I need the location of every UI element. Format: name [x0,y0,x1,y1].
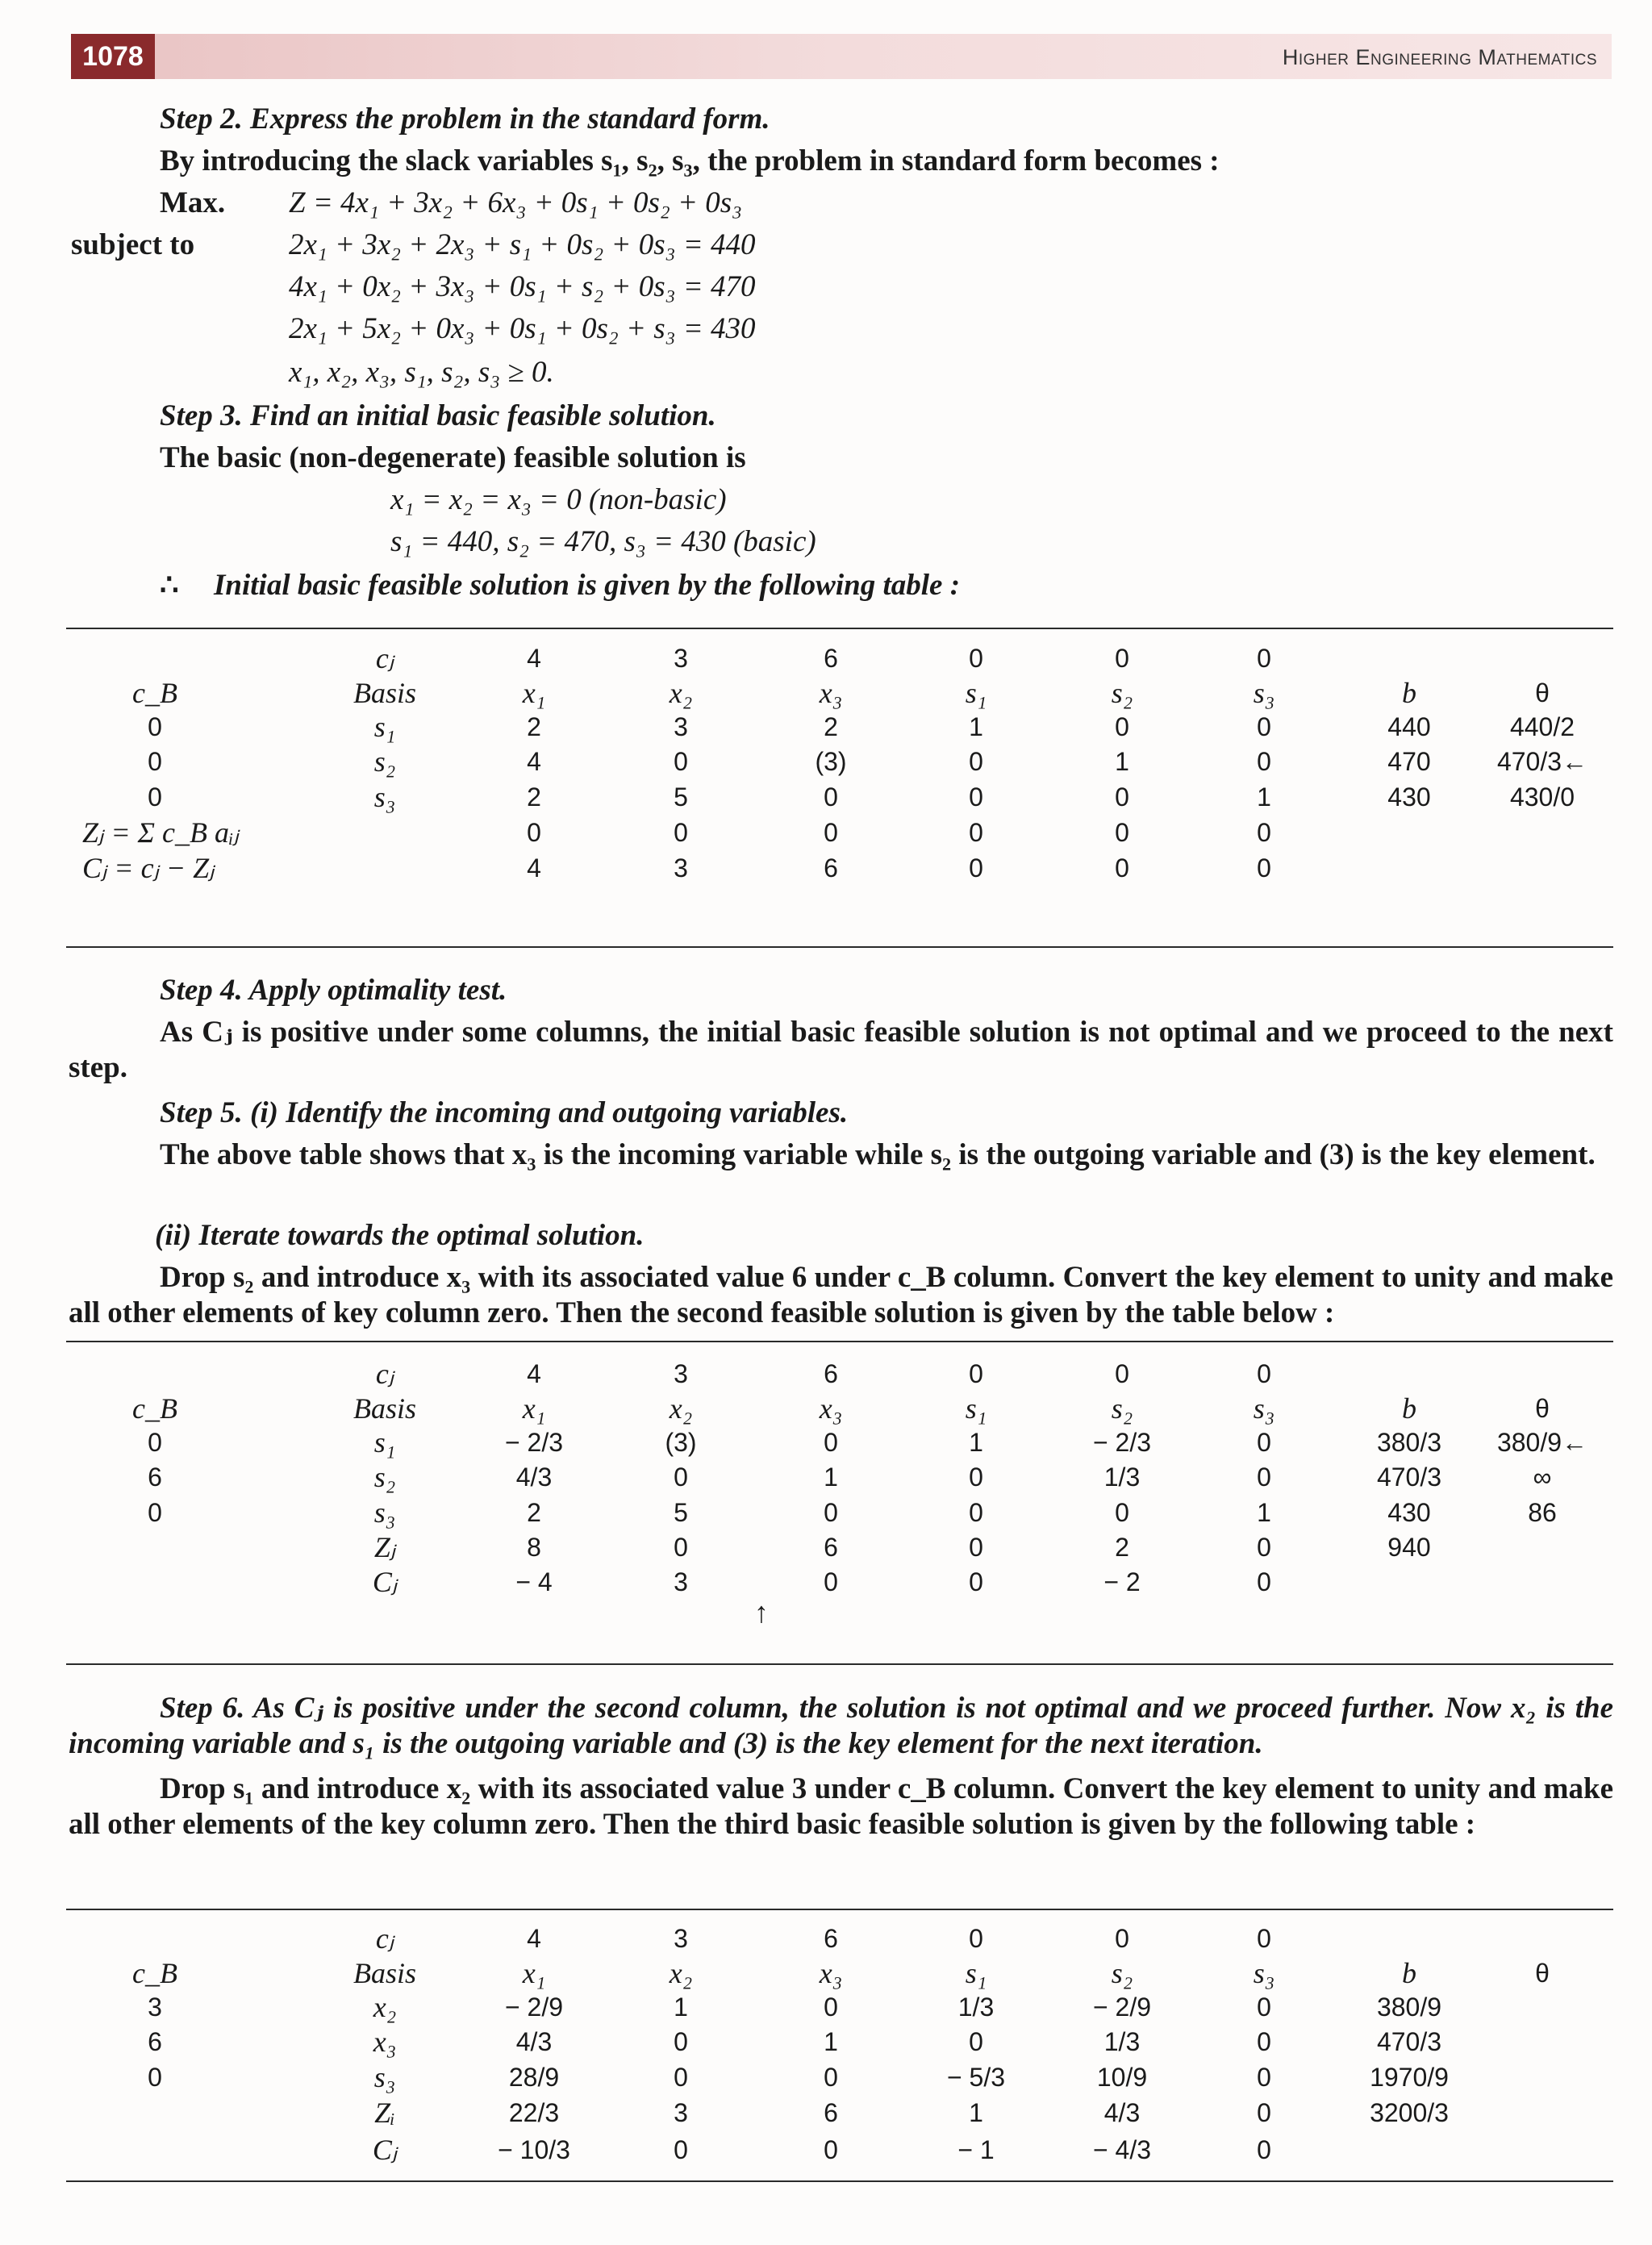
table-row [66,710,1613,744]
key-element: (3) [815,747,847,776]
key-element: (3) [665,1428,697,1457]
cj-label: Cⱼ = cⱼ − Zⱼ [82,852,215,884]
cost-cell: 3 [674,1924,688,1953]
cj-row [66,2133,1613,2167]
var-header: s₂ [1111,1957,1133,1989]
table-cell: 0 [527,818,541,847]
cost-s2: 0 [1115,644,1129,673]
table-cell: − 2 [1103,1567,1141,1596]
cost-cell: 0 [1257,1359,1271,1388]
theta-header: θ [1535,678,1550,707]
var-header: s₃ [1253,677,1275,709]
table-cell: 0 [969,1463,983,1492]
table1-bottom-rule [66,946,1613,948]
cb-cell: 0 [148,782,162,812]
table-cell: 0 [969,853,983,883]
table-cell: 0 [969,1533,983,1562]
cb-header: c_B [132,677,177,709]
table-cell: − 2/9 [1092,1993,1152,2022]
cb-cell: 0 [148,747,162,776]
header-row [66,676,1613,710]
table-cell: 6 [824,2098,838,2127]
table-cell: 0 [969,2027,983,2056]
zj-row [66,1530,1613,1564]
theta-cell: ∞ [1533,1463,1552,1492]
table-cell: 0 [674,1463,688,1492]
table-cell: 4 [527,747,541,776]
b-cell: 440 [1387,712,1431,741]
basis-cell: s₃ [373,2061,396,2093]
table-cell: 0 [1115,853,1129,883]
var-header: x₂ [669,1957,693,1989]
basic-line: s₁ = 440, s₂ = 470, s₃ = 430 (basic) [390,525,816,558]
table-cell: 1/3 [1103,2027,1141,2056]
table-cell: 28/9 [508,2063,560,2092]
step6-text2: Drop s₁ and introduce x₂ with its associated value 3 under c_B column. Convert the key element to unity and make all other elements of the key column zero. Then the third basic feasible solution is given by the following table : [69,1772,1613,1841]
table-cell: 0 [1257,712,1271,741]
table-cell: 0 [969,1498,983,1527]
var-header: x₃ [819,1392,843,1425]
step4-heading: Step 4. Apply optimality test. [160,974,507,1007]
basis-cell: s₃ [373,1496,396,1529]
table2-bottom-rule [66,1663,1613,1665]
table-cell: 3 [674,712,688,741]
table-cell: 0 [1257,747,1271,776]
cost-s1: 0 [969,644,983,673]
table-cell: 0 [1115,818,1129,847]
var-header: s₂ [1111,677,1133,709]
table-cell: 0 [1257,2027,1271,2056]
table-cell: 1 [1257,1498,1271,1527]
table-cell: 0 [824,1567,838,1596]
table-cell: − 2/3 [504,1428,564,1457]
table-cell: 0 [824,818,838,847]
b-cell: 430 [1387,1498,1431,1527]
basis-cell: Cⱼ [372,1566,398,1598]
cost-row [66,1922,1613,1955]
table-cell: 2 [824,712,838,741]
zj-row [66,2096,1613,2130]
basis-cell: s₂ [373,745,396,778]
b-cell: 470 [1387,747,1431,776]
table-row [66,1425,1613,1459]
step3-conclusion: Initial basic feasible solution is given by the following table : [214,569,961,602]
basis-cell: Cⱼ [372,2134,398,2166]
table-cell: 4/3 [1103,2098,1141,2127]
constraint-3: 2x₁ + 5x₂ + 0x₃ + 0s₁ + 0s₂ + s₃ = 430 [289,312,756,345]
b-cell: 1970/9 [1370,2063,1449,2092]
cost-cell: 0 [969,1359,983,1388]
table-cell: 4/3 [515,1463,553,1492]
cost-row [66,641,1613,675]
nonnegativity: x₁, x₂, x₃, s₁, s₂, s₃ ≥ 0. [289,356,554,389]
running-title: Higher Engineering Mathematics [1282,45,1597,69]
table-cell: − 2/9 [504,1993,564,2022]
table-row [66,780,1613,814]
table2-top-rule [66,1341,1613,1342]
table-cell: 0 [1115,712,1129,741]
var-header: x₁ [522,677,546,709]
table-row [66,745,1613,778]
table3-bottom-rule [66,2180,1613,2182]
var-header: s₂ [1111,1392,1133,1425]
cost-s3: 0 [1257,644,1271,673]
table1-top-rule [66,628,1613,629]
var-header: s₁ [965,677,987,709]
table-cell: 4 [527,853,541,883]
var-header: x₁ [522,1392,546,1425]
b-header: b [1402,1957,1416,1989]
cb-header: c_B [132,1392,177,1425]
table-cell: − 5/3 [946,2063,1006,2092]
table-cell: 1 [674,1993,688,2022]
table-cell: − 2/3 [1092,1428,1152,1457]
table-cell: 5 [674,1498,688,1527]
table-cell: 1/3 [957,1993,995,2022]
table-cell: 0 [1257,2098,1271,2127]
step6-text: Step 6. As Cⱼ is positive under the second column, the solution is not optimal and we proceed further. Now x₂ is the incoming variable and s₁ is the outgoing variable and (3) is the key element for the next iteration. [69,1692,1613,1760]
table-cell: 1 [824,1463,838,1492]
step2-intro: By introducing the slack variables s₁, s₂, s₃, the problem in standard form becomes : [160,144,1220,177]
step5-heading: Step 5. (i) Identify the incoming and outgoing variables. [160,1096,849,1129]
var-header: x₃ [819,677,843,709]
constraint-2: 4x₁ + 0x₂ + 3x₃ + 0s₁ + s₂ + 0s₃ = 470 [289,270,756,303]
table-row [66,2025,1613,2059]
basis-cell: x₃ [373,2026,397,2058]
cj-label: cⱼ [375,642,394,674]
zj-row [66,816,1613,849]
page-header [71,34,1612,79]
cost-cell: 0 [1257,1924,1271,1953]
table-cell: 8 [527,1533,541,1562]
step3-heading: Step 3. Find an initial basic feasible solution. [160,399,716,432]
basis-header: Basis [353,1957,416,1989]
table-cell: 3 [674,2098,688,2127]
subject-to-label: subject to [71,228,195,261]
cb-cell: 0 [148,1498,162,1527]
table-row [66,1496,1613,1529]
theta-cell: 470/3← [1496,747,1588,776]
table-cell: 0 [674,1533,688,1562]
cj-label: cⱼ [375,1922,394,1955]
cost-cell: 6 [824,1924,838,1953]
table-cell: 3 [674,1567,688,1596]
step5-text2: Drop s₂ and introduce x₃ with its associated value 6 under c_B column. Convert the key element to unity and make all other elements of key column zero. Then the second feasible solution is given by the table below : [69,1261,1613,1329]
table-cell: 0 [1257,1463,1271,1492]
basis-cell: Zᵢ [374,2097,395,2129]
cost-cell: 0 [969,1924,983,1953]
cb-cell: 6 [148,1463,162,1492]
b-cell: 470/3 [1376,1463,1442,1492]
var-header: s₃ [1253,1392,1275,1425]
cost-x3: 6 [824,644,838,673]
table-cell: 1 [1115,747,1129,776]
table-cell: 2 [527,782,541,812]
cost-cell: 4 [527,1924,541,1953]
table-cell: 6 [824,1533,838,1562]
table-cell: 0 [824,1498,838,1527]
table-cell: 2 [527,712,541,741]
objective-function: Z = 4x₁ + 3x₂ + 6x₃ + 0s₁ + 0s₂ + 0s₃ [289,186,743,219]
table-cell: 0 [674,747,688,776]
basis-cell: s₃ [373,781,396,813]
step5-text: The above table shows that x₃ is the incoming variable while s₂ is the outgoing variable and (3) is the key element. [160,1138,1596,1171]
table-row [66,2060,1613,2094]
table-row [66,1460,1613,1494]
var-header: x₂ [669,1392,693,1425]
therefore-symbol: ∴ [160,569,179,602]
table-cell: 1 [1257,782,1271,812]
var-header: s₁ [965,1392,987,1425]
b-cell: 380/3 [1376,1428,1442,1457]
basis-header: Basis [353,1392,416,1425]
table-cell: 0 [1257,2135,1271,2164]
table-cell: 0 [1257,818,1271,847]
table-cell: − 4/3 [1092,2135,1152,2164]
table-cell: 0 [674,2135,688,2164]
var-header: x₃ [819,1957,843,1989]
table-cell: 0 [1257,1567,1271,1596]
page-number: 1078 [71,34,155,79]
cb-cell: 6 [148,2027,162,2056]
step5-subheading: (ii) Iterate towards the optimal solution. [155,1219,645,1252]
cost-cell: 3 [674,1359,688,1388]
table-cell: 0 [824,1428,838,1457]
table-row [66,1990,1613,2024]
nonbasic-line: x₁ = x₂ = x₃ = 0 (non-basic) [390,483,727,516]
table-cell: 1 [824,2027,838,2056]
b-header: b [1402,1392,1416,1425]
max-label: Max. [160,186,226,219]
basis-cell: x₂ [373,1991,397,2023]
table-cell: 1/3 [1103,1463,1141,1492]
table-cell: 10/9 [1096,2063,1148,2092]
cb-cell: 0 [148,2063,162,2092]
table-cell: 0 [1257,1993,1271,2022]
basis-cell: Zⱼ [373,1531,396,1563]
b-cell: 3200/3 [1370,2098,1449,2127]
cb-cell: 0 [148,712,162,741]
table-cell: 1 [969,712,983,741]
table-cell: − 10/3 [498,2135,570,2164]
step2-heading: Step 2. Express the problem in the standard form. [160,102,770,136]
table-cell: 0 [1257,1533,1271,1562]
table-cell: 1 [969,1428,983,1457]
table-cell: 1 [969,2098,983,2127]
basis-cell: s₁ [373,711,396,743]
var-header: x₂ [669,677,693,709]
b-header: b [1402,677,1416,709]
theta-cell: 440/2 [1509,712,1575,741]
theta-cell: 430/0 [1509,782,1575,812]
b-cell: 940 [1387,1533,1431,1562]
table-cell: 0 [674,2063,688,2092]
cost-row [66,1357,1613,1391]
cb-cell: 3 [148,1993,162,2022]
constraint-1: 2x₁ + 3x₂ + 2x₃ + s₁ + 0s₂ + 0s₃ = 440 [289,228,756,261]
var-header: s₃ [1253,1957,1275,1989]
table-cell: − 1 [957,2135,995,2164]
cj-row [66,851,1613,885]
step3-intro: The basic (non-degenerate) feasible solution is [160,441,746,474]
table-cell: 0 [969,782,983,812]
theta-header: θ [1535,1394,1550,1423]
table3-top-rule [66,1909,1613,1910]
incoming-arrow-icon: ↑ [754,1596,769,1629]
cb-cell: 0 [148,1428,162,1457]
table-cell: − 4 [515,1567,553,1596]
cost-x1: 4 [527,644,541,673]
table-cell: 0 [824,1993,838,2022]
table-cell: 0 [1257,1428,1271,1457]
table-cell: 5 [674,782,688,812]
table-cell: 22/3 [508,2098,560,2127]
basis-cell: s₂ [373,1461,396,1493]
table-cell: 0 [674,818,688,847]
table-cell: 0 [1115,1498,1129,1527]
table-cell: 0 [969,747,983,776]
table-cell: 0 [1257,2063,1271,2092]
theta-cell: 380/9← [1496,1428,1588,1457]
cj-row [66,1565,1613,1599]
theta-header: θ [1535,1959,1550,1988]
table-cell: 0 [824,2135,838,2164]
header-row [66,1956,1613,1990]
var-header: s₁ [965,1957,987,1989]
cost-cell: 0 [1115,1359,1129,1388]
zj-label: Zⱼ = Σ c_B aᵢⱼ [82,816,239,849]
header-row [66,1392,1613,1425]
basis-header: Basis [353,677,416,709]
table-cell: 3 [674,853,688,883]
table-cell: 0 [674,2027,688,2056]
cost-cell: 0 [1115,1924,1129,1953]
b-cell: 430 [1387,782,1431,812]
table-cell: 0 [969,818,983,847]
step4-text: As Cⱼ is positive under some columns, the initial basic feasible solution is not optimal and we proceed to the next step. [69,1016,1613,1084]
table-cell: 2 [1115,1533,1129,1562]
basis-cell: s₁ [373,1426,396,1458]
cj-label: cⱼ [375,1358,394,1390]
b-cell: 470/3 [1376,2027,1442,2056]
theta-cell: 86 [1528,1498,1557,1527]
table-cell: 4/3 [515,2027,553,2056]
cost-cell: 4 [527,1359,541,1388]
var-header: x₁ [522,1957,546,1989]
table-cell: 0 [1115,782,1129,812]
table-cell: 0 [1257,853,1271,883]
table-cell: 6 [824,853,838,883]
table-cell: 0 [824,2063,838,2092]
table-cell: 2 [527,1498,541,1527]
b-cell: 380/9 [1376,1993,1442,2022]
table-cell: 0 [969,1567,983,1596]
cb-header: c_B [132,1957,177,1989]
table-cell: 0 [824,782,838,812]
cost-x2: 3 [674,644,688,673]
cost-cell: 6 [824,1359,838,1388]
